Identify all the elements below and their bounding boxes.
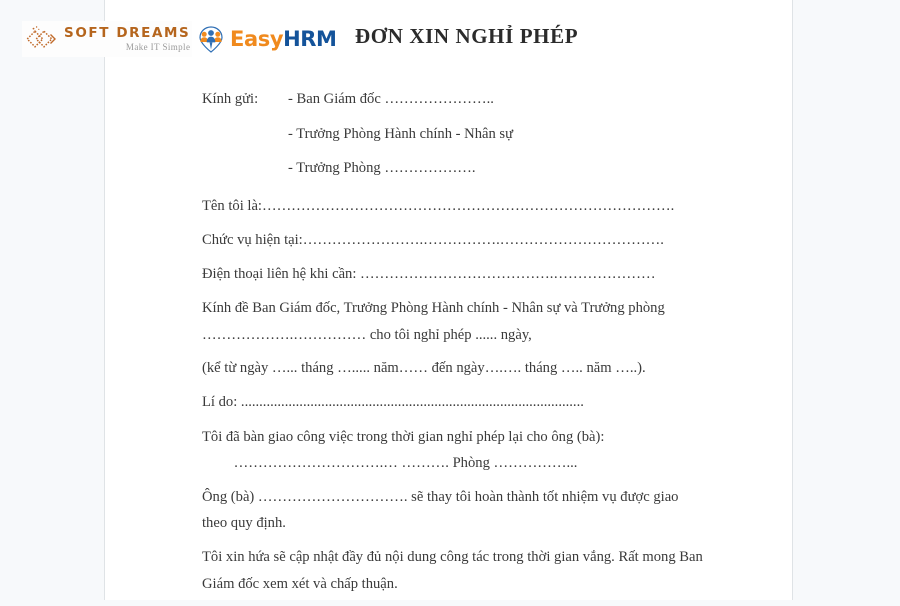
- recipient-item-2: - Trưởng Phòng Hành chính - Nhân sự: [288, 125, 514, 142]
- softdreams-name: SOFT DREAMS: [64, 24, 191, 41]
- substitute-block: [202, 486, 762, 535]
- request-block: [202, 297, 762, 346]
- handover-line-1: Tôi đã bàn giao công việc trong thời gian nghỉ phép lại cho ông (bà):: [202, 428, 605, 445]
- substitute-line-1: Ông (bà) …………………………. sẽ thay tôi hoàn thành tốt nhiệm vụ được giao: [202, 488, 679, 505]
- substitute-line-2: theo quy định.: [202, 515, 286, 532]
- promise-block: [202, 546, 762, 595]
- easyhrm-word-hrm: HRM: [283, 26, 337, 51]
- recipient-item-1: - Ban Giám đốc …………………..: [288, 91, 494, 107]
- easyhrm-wordmark: [230, 26, 337, 51]
- recipient-row: [202, 88, 762, 111]
- softdreams-wordmark: [64, 26, 190, 53]
- three-people-pin-icon: [196, 24, 226, 54]
- recipient-label: Kính gửi:: [202, 91, 259, 107]
- document-body: [202, 88, 762, 606]
- recipient-row: [202, 157, 762, 180]
- recipient-item-3: - Trưởng Phòng ……………….: [288, 160, 476, 177]
- handover-block: [202, 426, 762, 475]
- field-name-line: Tên tôi là:………………………………………………………………………….: [202, 197, 675, 214]
- recipient-row: [202, 123, 762, 146]
- handover-line-2: ………………………….… ………. Phòng ……………...: [230, 455, 578, 472]
- document-header: [0, 0, 900, 74]
- promise-line-2: Giám đốc xem xét và chấp thuận.: [202, 575, 398, 592]
- field-position-line: Chức vụ hiện tại:…………………….…………….…………………………….: [202, 231, 664, 248]
- field-phone-line: Điện thoại liên hệ khi cần: ………………………………….…………………: [202, 266, 656, 283]
- easyhrm-logo[interactable]: [196, 22, 337, 56]
- reason-line: Lí do: ..............................................................................................: [202, 394, 584, 411]
- softdreams-logo[interactable]: [22, 21, 192, 57]
- interlocking-diamonds-icon: [25, 25, 59, 53]
- recipient-block: [202, 88, 762, 180]
- request-line-2: ……………….…………… cho tôi nghỉ phép ...... ngày,: [202, 326, 532, 343]
- easyhrm-word-easy: Easy: [230, 26, 284, 51]
- date-range-line: (kể từ ngày …... tháng …..... năm…… đến ngày….…. tháng ….. năm …..).: [202, 360, 646, 377]
- request-line-1: Kính đề Ban Giám đốc, Trưởng Phòng Hành chính - Nhân sự và Trưởng phòng: [202, 300, 665, 317]
- promise-line-1: Tôi xin hứa sẽ cập nhật đầy đủ nội dung công tác trong thời gian vắng. Rất mong Ban: [202, 549, 703, 566]
- page-title: ĐƠN XIN NGHỈ PHÉP: [355, 24, 579, 48]
- softdreams-tagline: Make IT Simple: [125, 42, 191, 53]
